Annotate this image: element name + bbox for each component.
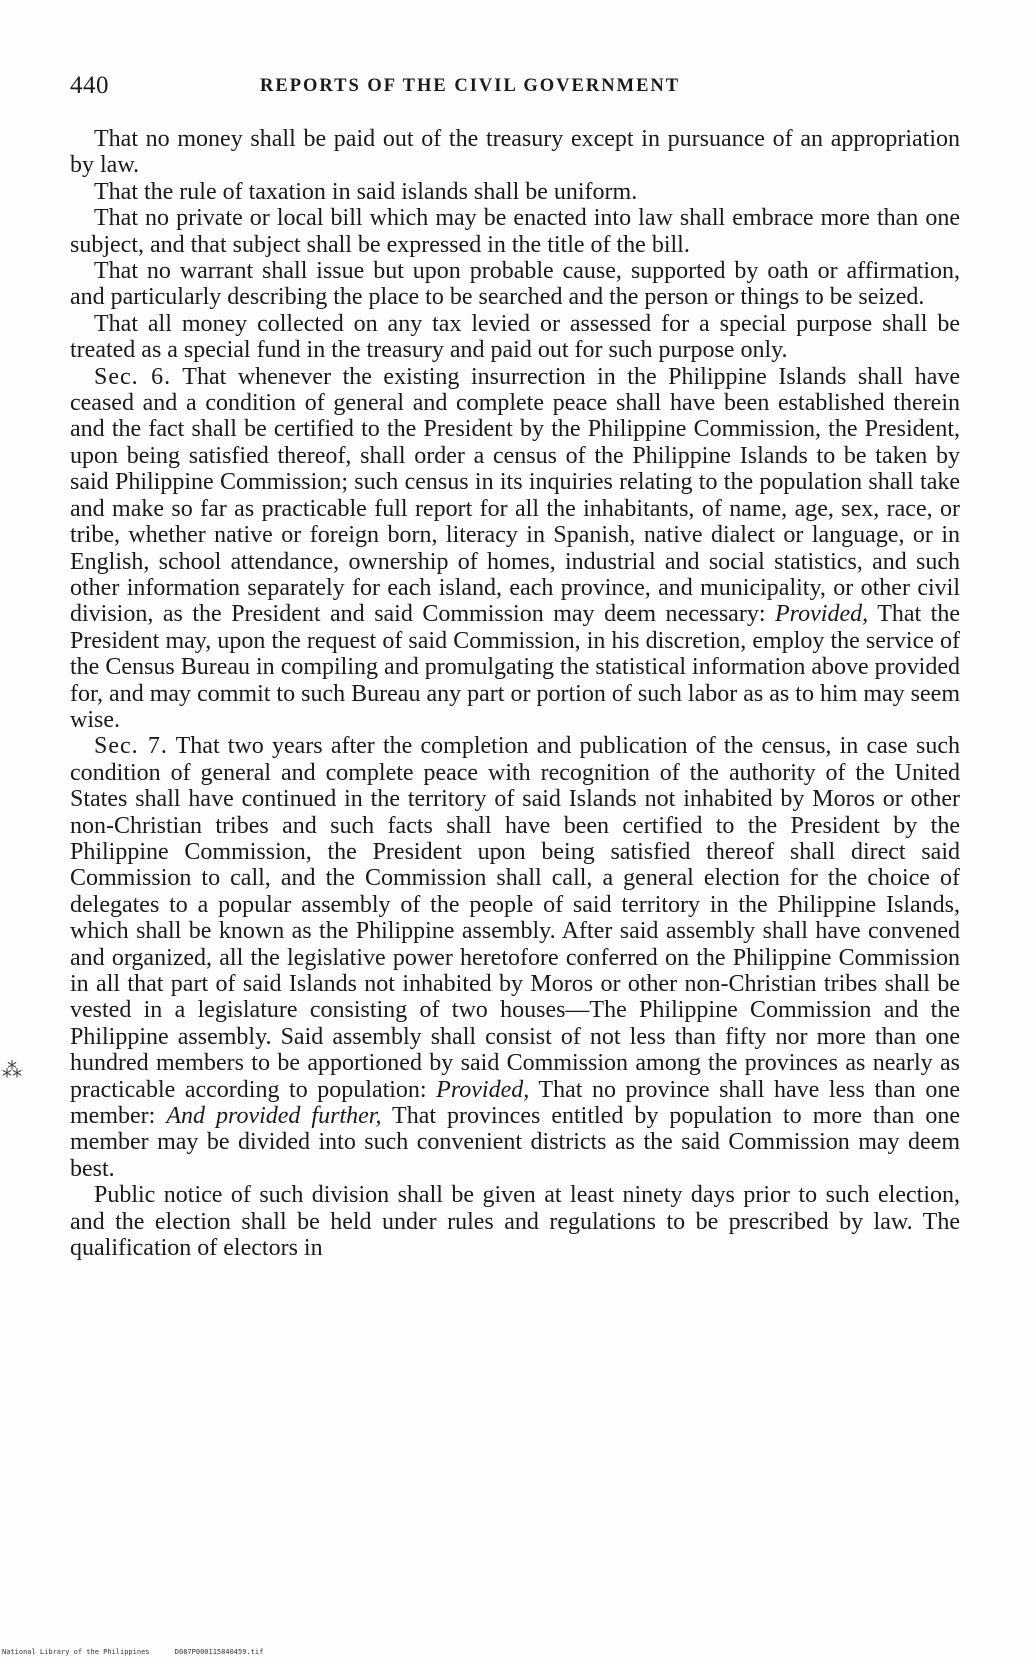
paragraph-public-notice: Public notice of such division shall be given at least ninety days prior to such election, and the election shall be held under rules and regulations to be prescribed by law. The qualification of electors in <box>70 1182 960 1262</box>
page-header <box>70 72 960 102</box>
section-7-label: Sec. 7. <box>94 733 168 760</box>
scan-footer: National Library of the Philippines D087P000115840459.tif <box>2 1648 264 1656</box>
section-6-provided: Provided, <box>775 601 869 628</box>
paragraph-taxation: That the rule of taxation in said islands shall be uniform. <box>94 178 638 205</box>
section-6-text-a: That whenever the existing insurrection in the Philippine Islands shall have ceased and a condition of general and complete peace shall have been established therein and the fact shall be certified to the President by the Philippine Commission, the President, upon being satisfied thereof, shall order a census of the Philippine Islands to be taken by said Philippine Commission; such census in its inquiries relating to the population shall take and make so far as practicable full report for all the inhabitants, of name, age, sex, race, or tribe, whether native or foreign born, literacy in Spanish, native dialect or language, or in English, school attendance, ownership of homes, industrial and social statistics, and such other information separately for each island, each province, and municipality, or other civil division, as the President and said Commission may deem necessary: <box>70 363 961 628</box>
section-7-text-a: That two years after the completion and publication of the census, in case such condition of general and complete peace with recognition of the authority of the United States shall have continued in the territory of said Islands not inhabited by Moros or other non-Christian tribes and such facts shall have been certified to the President by the Philippine Commission, the President upon being satisfied thereof shall direct said Commission to call, and the Commission shall call, a general election for the choice of delegates to a popular assembly of the people of said territory in the Philippine Islands, which shall be known as the Philippine assembly. After said assembly shall have convened and organized, all the legislative power heretofore conferred on the Philippine Commission in all that part of said Islands not inhabited by Moros or other non-Christian tribes shall be vested in a legislature consisting of two houses—The Philippine Commission and the Philippine assembly. Said assembly shall consist of not less than fifty nor more than one hundred members to be apportioned by said Commission among the provinces as nearly as practicable according to population: <box>70 733 960 1103</box>
section-6-paragraph <box>70 364 960 734</box>
section-6-text-b: That the President may, upon the request of said Commission, in his discretion, employ the service of the Census Bureau in compiling and promulgating the statistical information above provided for, and may commit to such Bureau any part or portion of such labor as as to him may seem wise. <box>70 601 960 733</box>
paragraph-special-fund: That all money collected on any tax levied or assessed for a special purpose shall be treated as a special fund in the treasury and paid out for such purpose only. <box>70 310 960 364</box>
paragraph-private-bill: That no private or local bill which may be enacted into law shall embrace more than one subject, and that subject shall be expressed in the title of the bill. <box>70 205 960 258</box>
section-7-provided: Provided, <box>436 1076 530 1103</box>
section-6-label: Sec. 6. <box>94 363 172 390</box>
section-7-text-b: That no province shall have less than one member: <box>70 1076 960 1130</box>
running-head: REPORTS OF THE CIVIL GOVERNMENT <box>260 76 681 96</box>
page-number: 440 <box>70 72 109 99</box>
paragraph-appropriation: That no money shall be paid out of the treasury except in pursuance of an appropriation by law. <box>70 126 960 179</box>
section-7-provided-further: And provided further, <box>166 1103 382 1130</box>
section-7-paragraph <box>70 733 960 1182</box>
body-text <box>70 126 960 1261</box>
paragraph-warrant: That no warrant shall issue but upon probable cause, supported by oath or affirmation, and particularly describing the place to be searched and the person or things to be seized. <box>70 258 960 311</box>
margin-mark-icon: ⁂ <box>2 1058 22 1082</box>
section-7-text-c: That provinces entitled by population to more than one member may be divided into such convenient districts as the said Commission may deem best. <box>70 1103 961 1182</box>
